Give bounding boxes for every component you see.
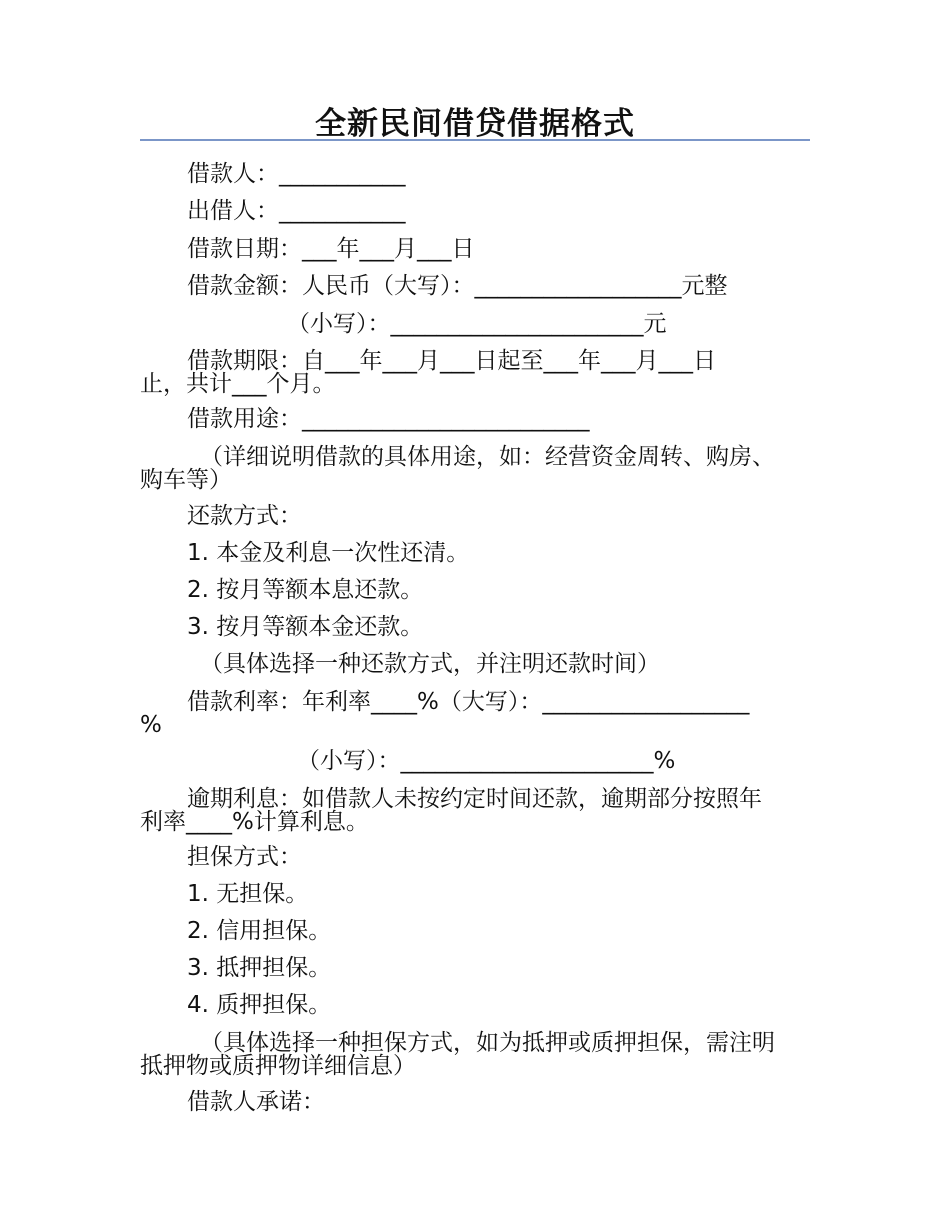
overdue-interest-line: 逾期利息：如借款人未按约定时间还款，逾期部分按照年 — [187, 786, 762, 812]
overdue-interest-continuation: 利率____%计算利息。 — [140, 809, 369, 835]
document-title: 全新民间借贷借据格式 — [315, 106, 635, 142]
loan-term-continuation: 止，共计___个月。 — [140, 371, 336, 397]
repayment-method-heading: 还款方式： — [187, 503, 302, 529]
guarantee-method-heading: 担保方式： — [187, 844, 302, 870]
loan-purpose-note: （详细说明借款的具体用途，如：经营资金周转、购房、 — [200, 444, 775, 470]
guarantee-option-2: 2. 信用担保。 — [187, 918, 332, 944]
guarantee-note-continuation: 抵押物或质押物详细信息） — [140, 1053, 416, 1079]
loan-amount-figures-line: （小写）：______________________元 — [287, 311, 667, 337]
interest-rate-figures-line: （小写）：______________________% — [297, 748, 676, 774]
guarantee-option-4: 4. 质押担保。 — [187, 992, 332, 1018]
loan-amount-line: 借款金额：人民币（大写）：__________________元整 — [187, 273, 728, 299]
title-underline — [140, 139, 810, 141]
lender-line: 出借人：___________ — [187, 198, 406, 224]
loan-term-line: 借款期限：自___年___月___日起至___年___月___日 — [187, 348, 716, 374]
loan-purpose-line: 借款用途：_________________________ — [187, 406, 590, 432]
loan-purpose-note-continuation: 购车等） — [140, 467, 232, 493]
loan-date-line: 借款日期：___年___月___日 — [187, 236, 475, 262]
borrower-line: 借款人：___________ — [187, 161, 406, 187]
repayment-option-2: 2. 按月等额本息还款。 — [187, 577, 424, 603]
borrower-commitment-heading: 借款人承诺： — [187, 1089, 325, 1115]
guarantee-option-3: 3. 抵押担保。 — [187, 955, 332, 981]
interest-rate-line: 借款利率：年利率____%（大写）：__________________ — [187, 689, 750, 715]
interest-rate-continuation: % — [140, 712, 162, 738]
repayment-option-3: 3. 按月等额本金还款。 — [187, 614, 424, 640]
guarantee-note: （具体选择一种担保方式，如为抵押或质押担保，需注明 — [200, 1030, 775, 1056]
guarantee-option-1: 1. 无担保。 — [187, 881, 309, 907]
repayment-option-1: 1. 本金及利息一次性还清。 — [187, 540, 470, 566]
repayment-note: （具体选择一种还款方式，并注明还款时间） — [200, 651, 660, 677]
